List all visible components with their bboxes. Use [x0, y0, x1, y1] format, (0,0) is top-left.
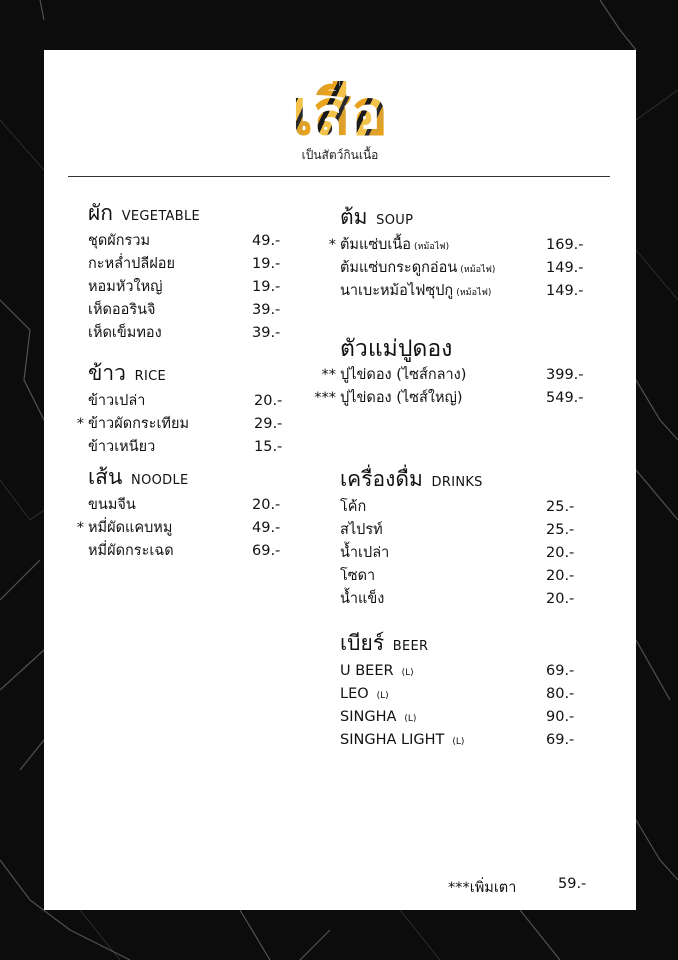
- menu-item: เห็ดออรินจิ 39.-: [88, 302, 281, 318]
- menu-item: นาเบะหม้อไฟซุปกู (หม้อไฟ) 149.-: [340, 283, 584, 299]
- section-title: เบียร์ BEER: [340, 631, 429, 655]
- section-soup: [328, 204, 584, 303]
- menu-item: ขนมจีน 20.-: [88, 497, 281, 513]
- section-noodle: [76, 464, 281, 563]
- menu-card: [44, 50, 636, 910]
- section-crab: [314, 334, 584, 410]
- section-title: เส้น NOODLE: [88, 465, 189, 489]
- menu-item: ข้าวเปล่า 20.-: [88, 393, 283, 409]
- section-title: ผัก VEGETABLE: [88, 201, 201, 225]
- section-rice: [76, 360, 283, 459]
- menu-item: น้ำเปล่า 20.-: [340, 545, 575, 561]
- menu-item: เห็ดเข็มทอง 39.-: [88, 325, 281, 341]
- section-drinks: [340, 466, 575, 611]
- menu-item: น้ำแข็ง 20.-: [340, 591, 575, 607]
- extra-label: ***เพิ่มเตา: [448, 880, 517, 896]
- section-title: ต้ม SOUP: [340, 205, 414, 229]
- tagline: เป็นสัตว์กินเนื้อ: [301, 148, 379, 162]
- menu-item: *** ปูไข่ดอง (ไซส์ใหญ่) 549.-: [314, 390, 584, 406]
- menu-item: * หมี่ผัดแคบหมู 49.-: [76, 520, 281, 536]
- menu-item: หมี่ผัดกระเฉด 69.-: [88, 543, 281, 559]
- menu-item: LEO (L) 80.-: [340, 686, 575, 702]
- menu-item: * ข้าวผัดกระเทียม 29.-: [76, 416, 283, 432]
- menu-item: สไปรท์ 25.-: [340, 522, 575, 538]
- header-divider: [68, 176, 610, 177]
- section-title: ข้าว RICE: [88, 361, 166, 385]
- extra-price: 59.-: [558, 876, 587, 892]
- menu-item: ** ปูไข่ดอง (ไซส์กลาง) 399.-: [321, 367, 584, 383]
- section-title: ตัวแม่ปูดอง: [340, 336, 453, 362]
- menu-item: ชุดผักรวม 49.-: [88, 233, 281, 249]
- menu-item: โค้ก 25.-: [340, 499, 575, 515]
- menu-item: ต้มแซ่บกระดูกอ่อน (หม้อไฟ) 149.-: [340, 260, 584, 276]
- extra-stove: [448, 876, 587, 899]
- menu-item: U BEER (L) 69.-: [340, 663, 575, 679]
- menu-item: SINGHA LIGHT (L) 69.-: [340, 732, 575, 748]
- menu-item: ข้าวเหนียว 15.-: [88, 439, 283, 455]
- tiger-logo: เสือ: [291, 76, 389, 149]
- menu-item: กะหล่ำปลีฝอย 19.-: [88, 256, 281, 272]
- menu-item: SINGHA (L) 90.-: [340, 709, 575, 725]
- menu-item: * ต้มแซ่บเนื้อ (หม้อไฟ) 169.-: [328, 237, 584, 253]
- menu-item: โซดา 20.-: [340, 568, 575, 584]
- section-vegetable: [88, 200, 281, 345]
- menu-item: หอมหัวใหญ่ 19.-: [88, 279, 281, 295]
- section-title: เครื่องดื่ม DRINKS: [340, 467, 483, 491]
- section-beer: [340, 630, 575, 752]
